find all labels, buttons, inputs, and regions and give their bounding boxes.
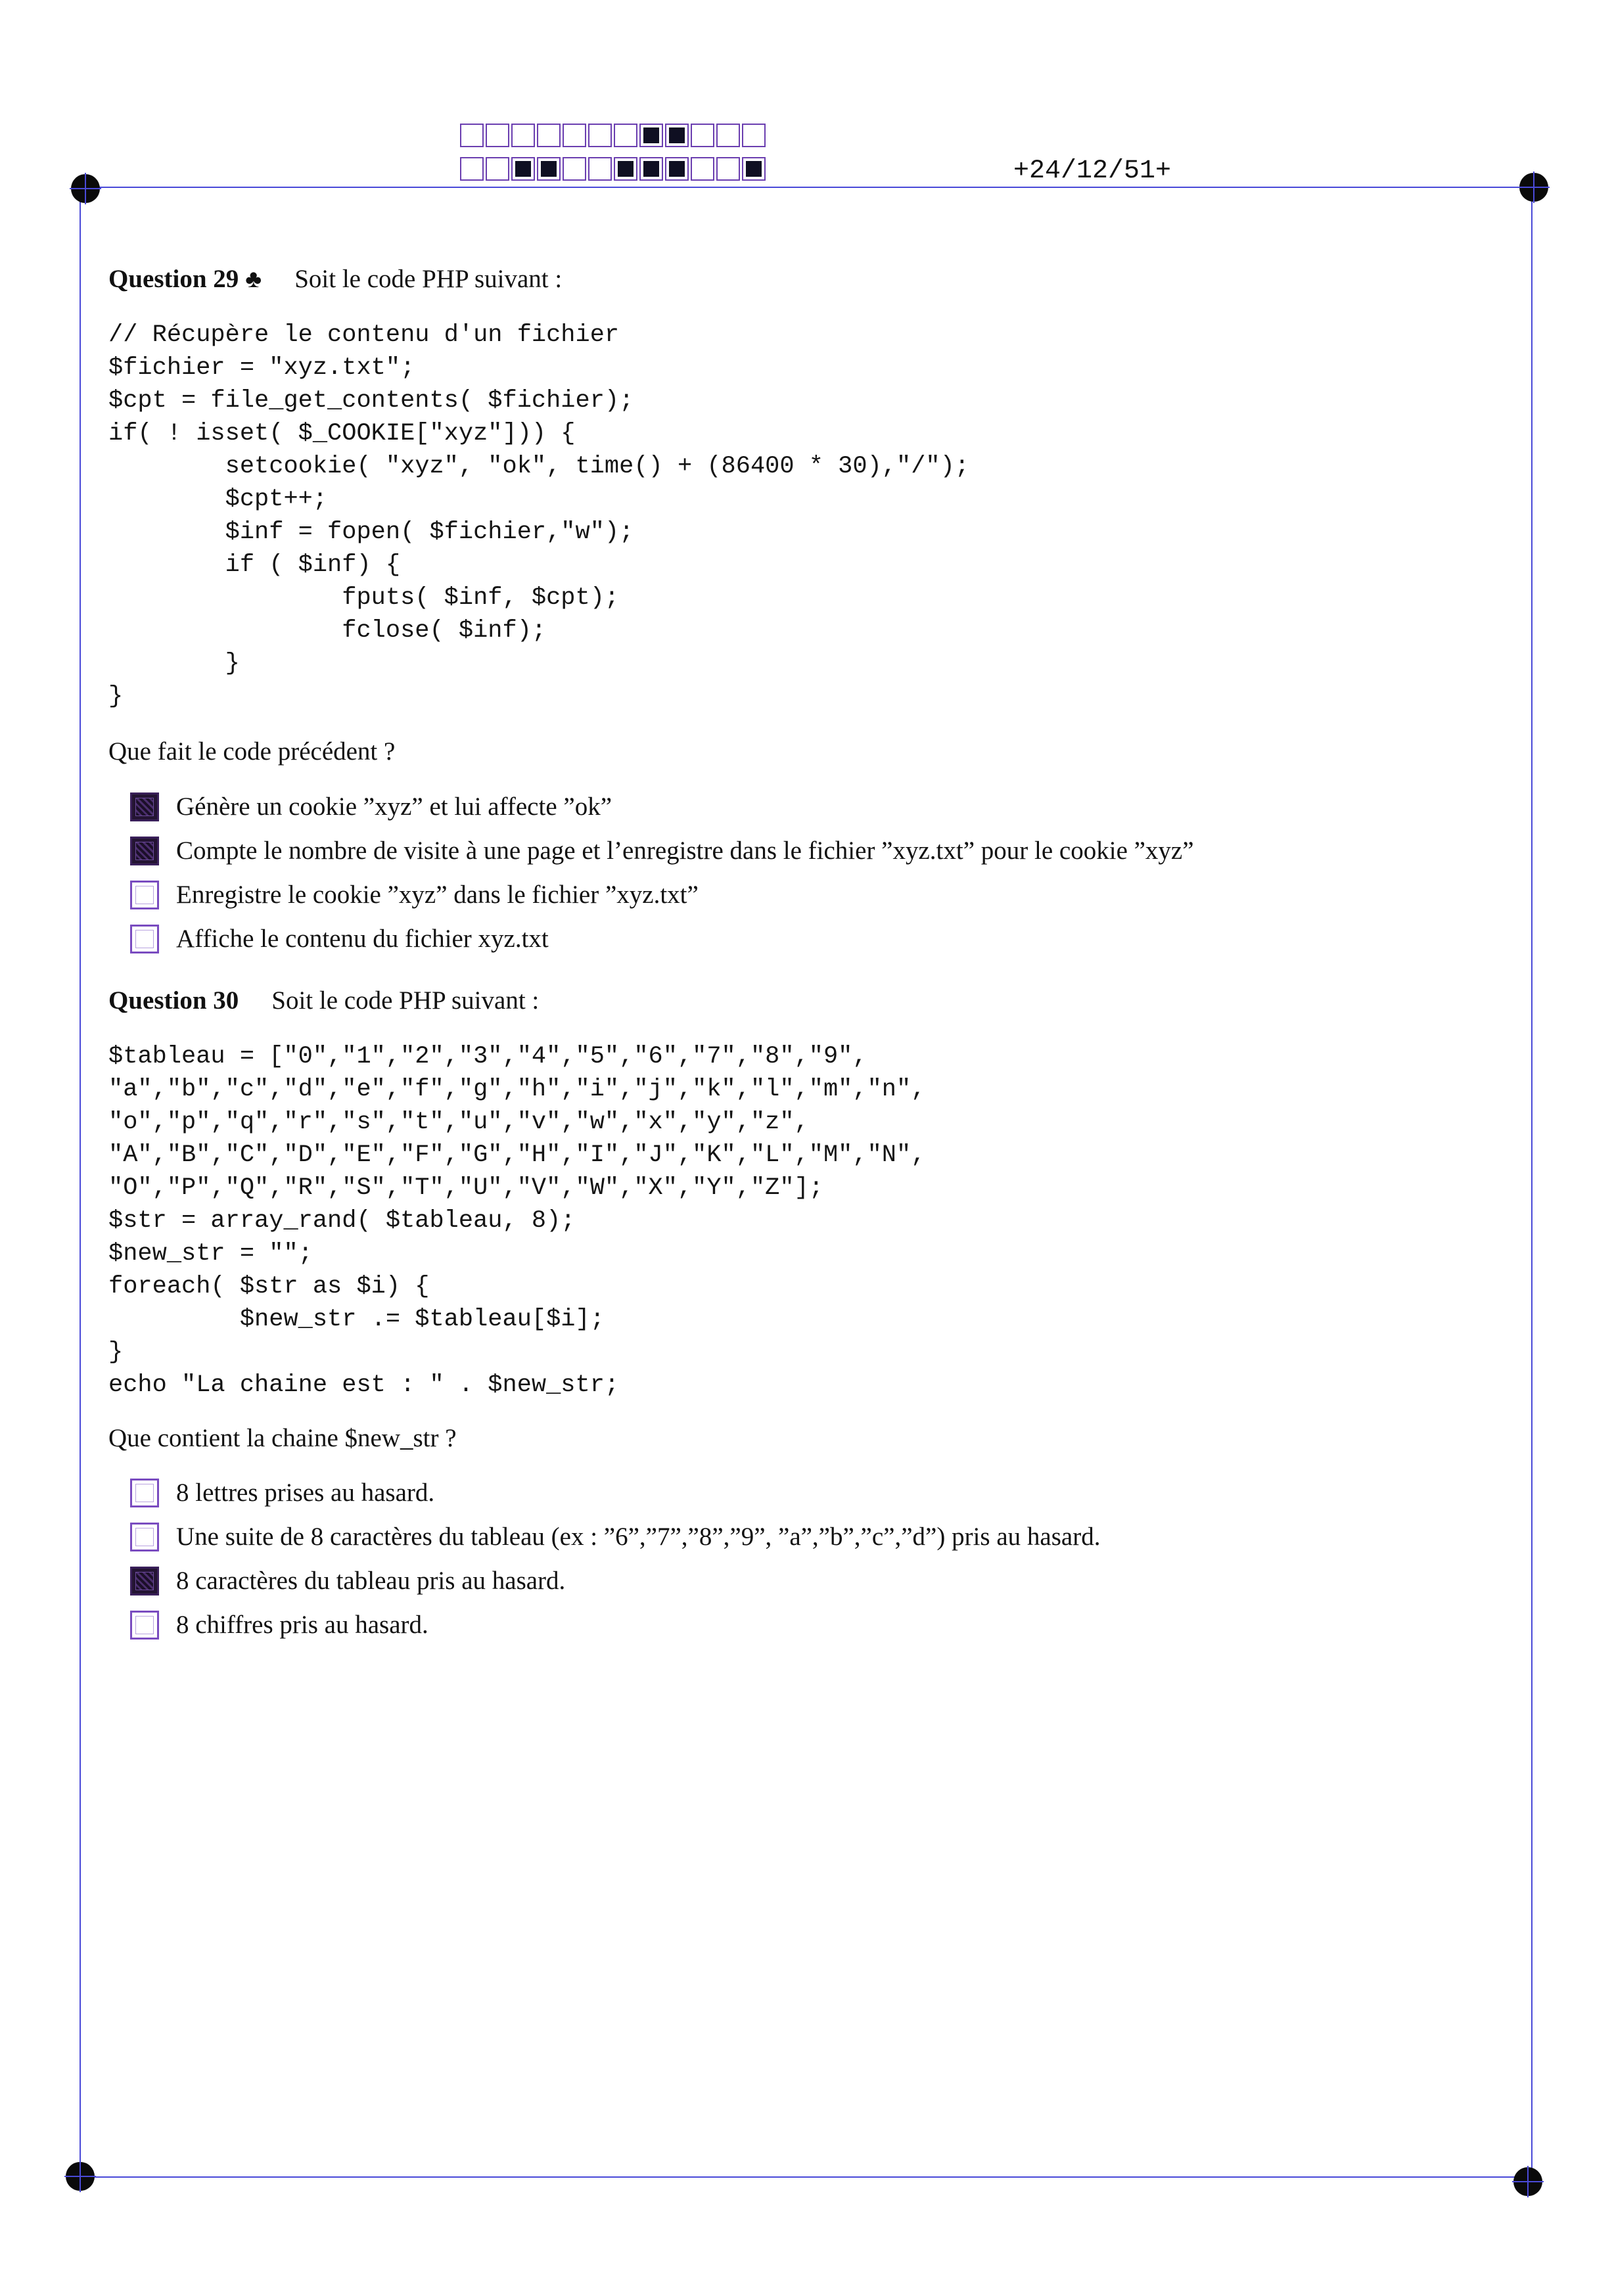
- answer-label: Enregistre le cookie ”xyz” dans le fichier ”xyz.txt”: [176, 881, 699, 909]
- answer-checkbox[interactable]: [130, 1479, 159, 1507]
- barcode-bit: [460, 124, 484, 147]
- corner-mark-bottom-left: [66, 2162, 95, 2191]
- barcode-bit: [563, 157, 586, 181]
- question-29-prompt: Que fait le code précédent ?: [108, 737, 396, 766]
- barcode-bit: [691, 124, 714, 147]
- barcode-bit: [639, 124, 663, 147]
- answer-label: Affiche le contenu du fichier xyz.txt: [176, 925, 549, 953]
- answer-label: Génère un cookie ”xyz” et lui affecte ”ok”: [176, 792, 612, 821]
- frame-left-line: [80, 189, 81, 2175]
- barcode-bit: [665, 157, 689, 181]
- answer-checkbox[interactable]: [130, 837, 159, 865]
- page-identifier: +24/12/51+: [1013, 156, 1172, 186]
- barcode-bit: [511, 124, 535, 147]
- barcode-bit: [665, 124, 689, 147]
- frame-top-line: [85, 187, 1535, 188]
- barcode-bit: [742, 157, 766, 181]
- barcode-bit: [716, 157, 740, 181]
- answer-option[interactable]: [130, 873, 1194, 917]
- answer-checkbox[interactable]: [130, 881, 159, 909]
- frame-right-line: [1531, 191, 1533, 2182]
- answer-option[interactable]: [130, 829, 1194, 873]
- corner-mark-bottom-right: [1513, 2167, 1542, 2196]
- answer-checkbox[interactable]: [130, 1567, 159, 1596]
- corner-mark-top-right: [1519, 173, 1548, 202]
- question-29-intro: Soit le code PHP suivant :: [294, 265, 563, 293]
- answer-option[interactable]: [130, 1471, 1100, 1515]
- answer-label: Compte le nombre de visite à une page et l’enregistre dans le fichier ”xyz.txt” pour le cookie ”xyz”: [176, 837, 1194, 865]
- question-30-answers: [130, 1471, 1100, 1647]
- club-icon: ♣: [245, 265, 262, 293]
- barcode-row-1: [460, 124, 768, 150]
- barcode-bit: [588, 124, 612, 147]
- answer-label: 8 lettres prises au hasard.: [176, 1479, 435, 1507]
- answer-label: Une suite de 8 caractères du tableau (ex : ”6”,”7”,”8”,”9”, ”a”,”b”,”c”,”d”) pris au hasard.: [176, 1523, 1101, 1551]
- answer-option[interactable]: [130, 785, 1194, 829]
- answer-label: 8 caractères du tableau pris au hasard.: [176, 1567, 566, 1595]
- frame-bottom-line: [85, 2176, 1529, 2178]
- barcode-bit: [537, 124, 561, 147]
- barcode-bit: [460, 157, 484, 181]
- barcode-bit: [486, 124, 509, 147]
- barcode-bit: [614, 124, 637, 147]
- answer-option[interactable]: [130, 1559, 1100, 1603]
- answer-checkbox[interactable]: [130, 792, 159, 821]
- barcode-bit: [511, 157, 535, 181]
- barcode-bit: [639, 157, 663, 181]
- barcode-bit: [691, 157, 714, 181]
- question-29-heading: [108, 264, 562, 294]
- question-29-code: // Récupère le contenu d'un fichier $fichier = "xyz.txt"; $cpt = file_get_contents( $fichier); if( ! isset( $_COOKIE["xyz"])) { setcookie( "xyz", "ok", time() + (86400 * 30),"/"); $cpt++; $inf = fopen( $fichier,"w"); if ( $inf) { fputs( $inf, $cpt); fclose( $inf); } }: [108, 321, 970, 710]
- barcode-bit: [588, 157, 612, 181]
- answer-option[interactable]: [130, 917, 1194, 961]
- barcode-bit: [563, 124, 586, 147]
- barcode-bit: [537, 157, 561, 181]
- answer-option[interactable]: [130, 1515, 1100, 1559]
- answer-label: 8 chiffres pris au hasard.: [176, 1611, 428, 1639]
- barcode-row-2: [460, 157, 768, 183]
- answer-checkbox[interactable]: [130, 925, 159, 953]
- question-30-number: Question 30: [108, 986, 239, 1015]
- answer-checkbox[interactable]: [130, 1523, 159, 1551]
- question-29-number: Question 29: [108, 265, 239, 293]
- question-30-heading: [108, 986, 539, 1015]
- answer-option[interactable]: [130, 1603, 1100, 1647]
- question-30-prompt: Que contient la chaine $new_str ?: [108, 1424, 457, 1452]
- question-30-intro: Soit le code PHP suivant :: [271, 986, 540, 1015]
- answer-checkbox[interactable]: [130, 1611, 159, 1640]
- corner-mark-top-left: [71, 174, 100, 203]
- question-29-answers: [130, 785, 1194, 961]
- question-30-code: $tableau = ["0","1","2","3","4","5","6","7","8","9", "a","b","c","d","e","f","g","h","i","j","k","l","m","n", "o","p","q","r","s","t","u","v","w","x","y","z", "A","B","C","D","E","F","G","H","I","J","K","L","M","N", "O","P","Q","R","S","T","U","V","W","X","Y","Z"]; $str = array_rand( $tableau, 8); $new_str = ""; foreach( $str as $i) { $new_str .= $tableau[$i]; } echo "La chaine est : " . $new_str;: [108, 1043, 926, 1399]
- barcode-bit: [716, 124, 740, 147]
- barcode-bit: [742, 124, 766, 147]
- barcode-bit: [486, 157, 509, 181]
- barcode-bit: [614, 157, 637, 181]
